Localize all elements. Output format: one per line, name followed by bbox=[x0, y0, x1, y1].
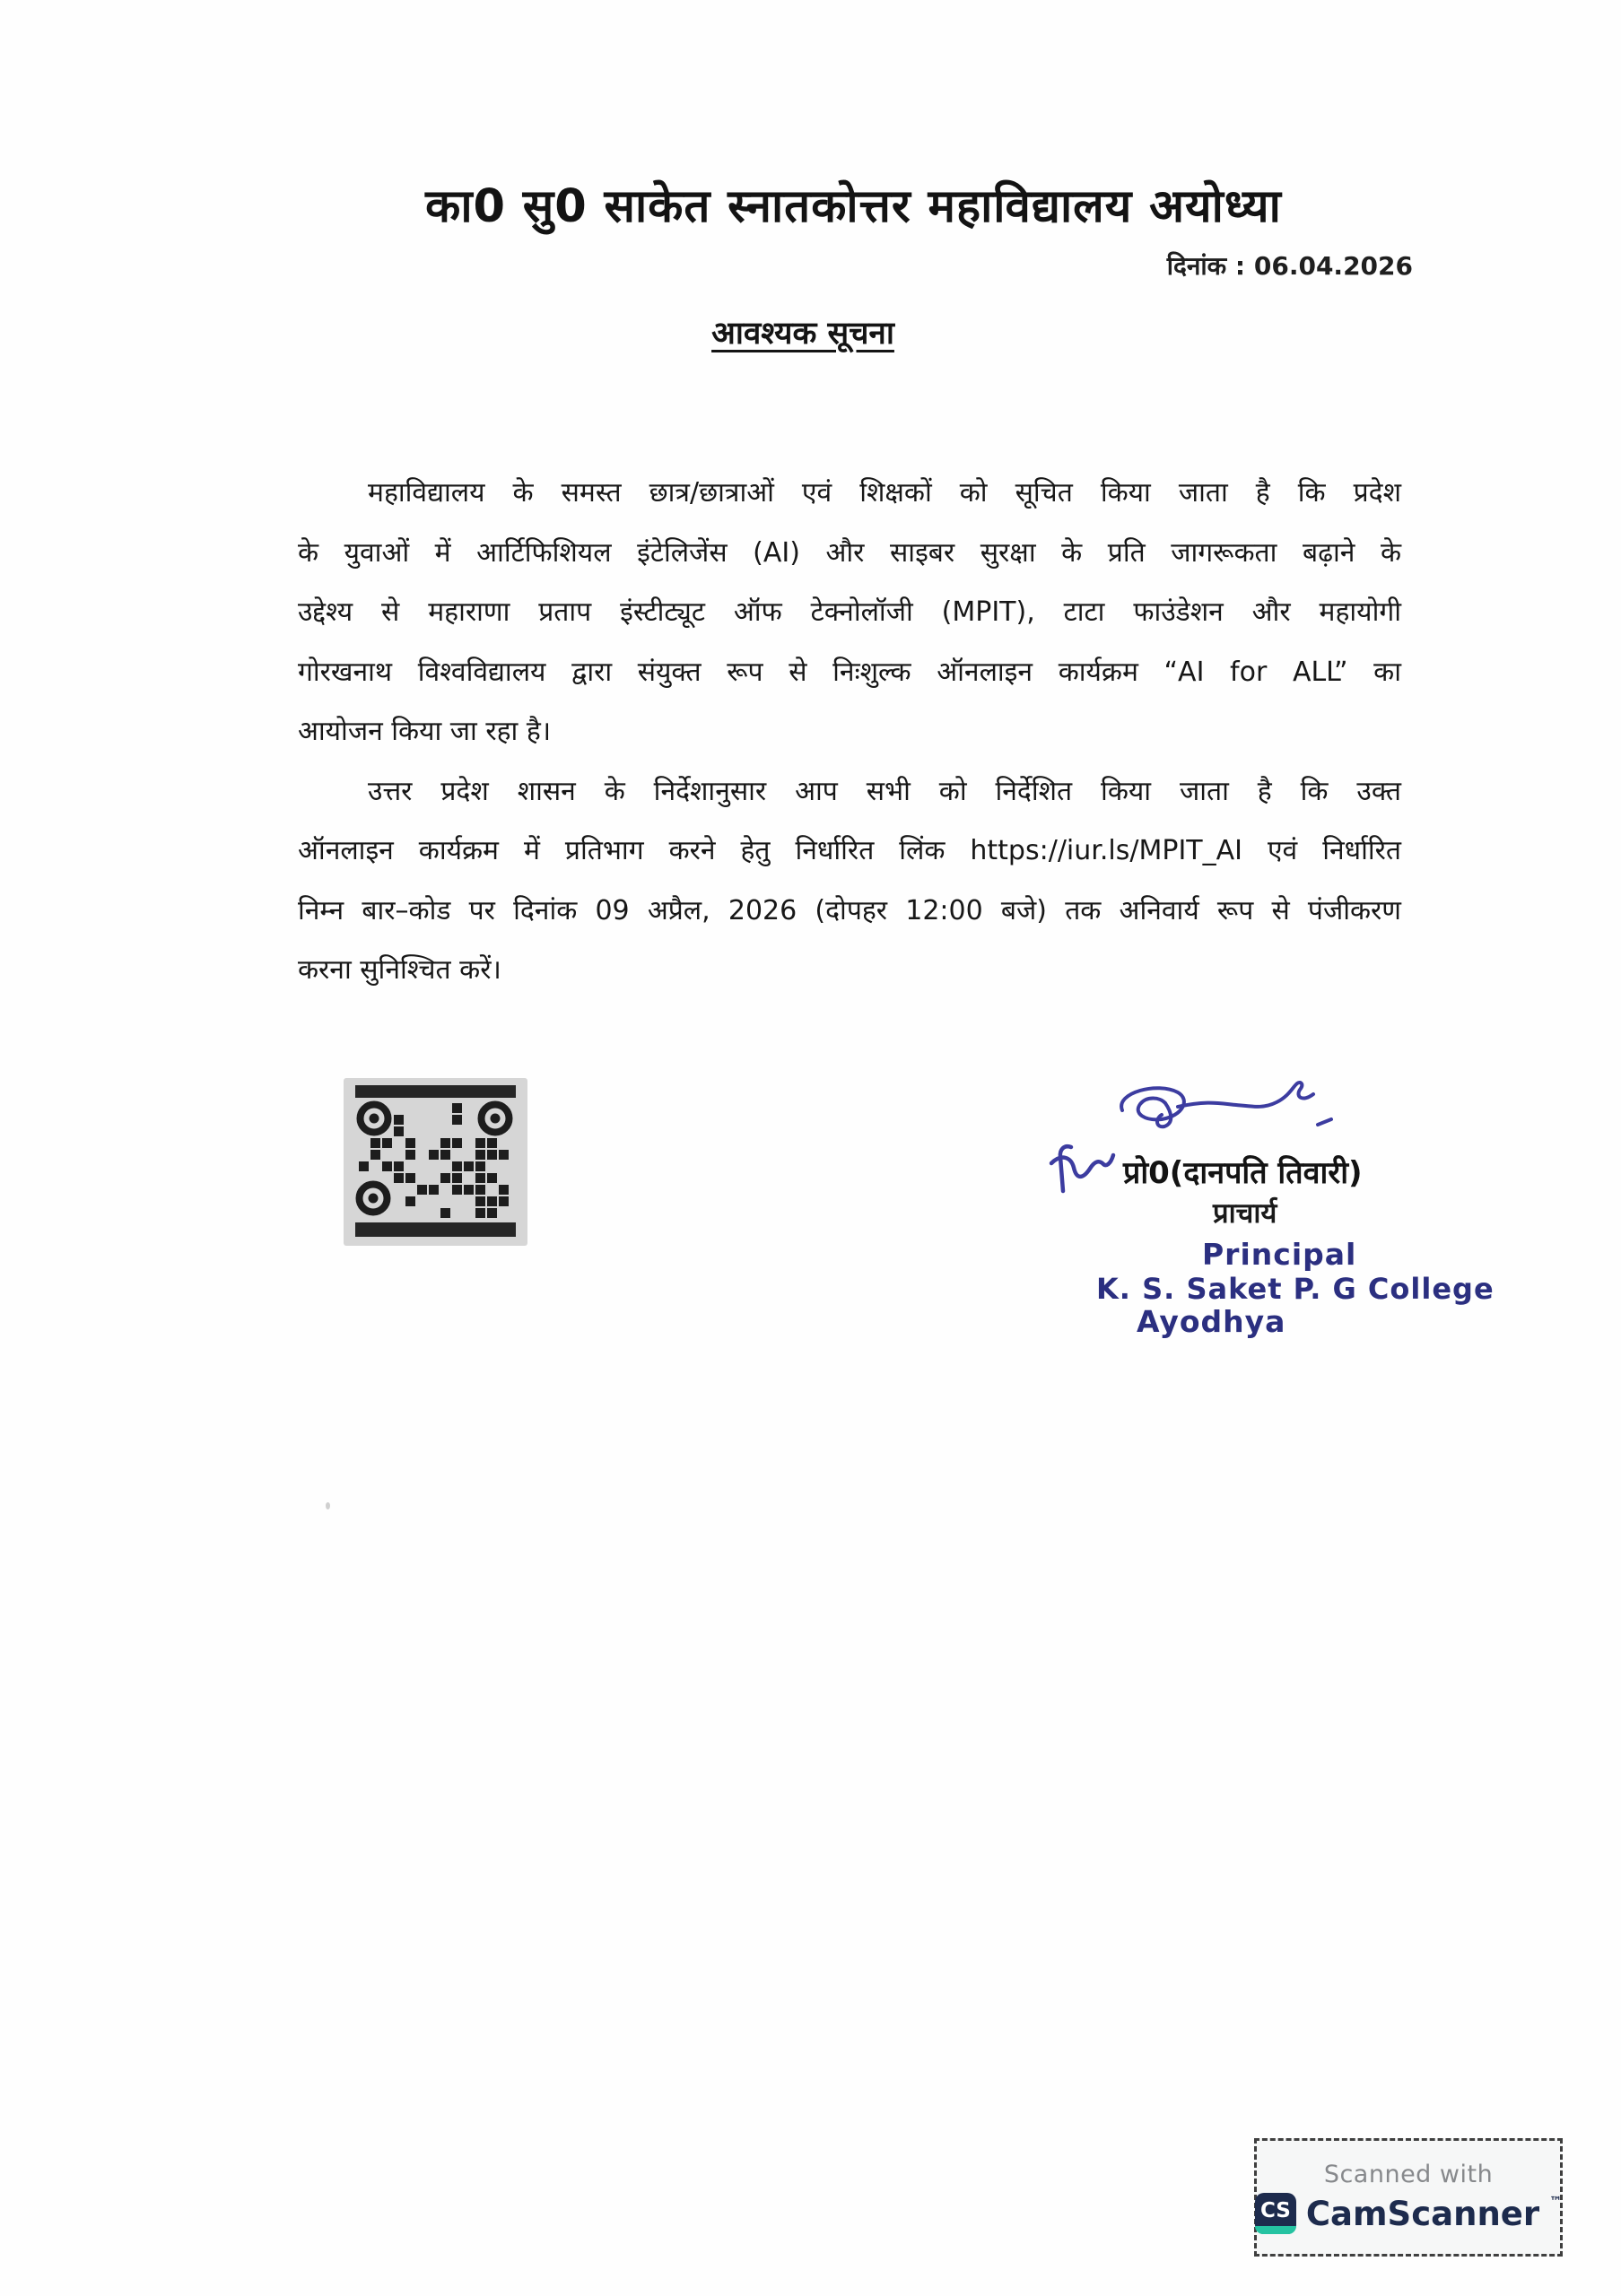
date-line: दिनांक : 06.04.2026 bbox=[1166, 251, 1413, 281]
page-title: का0 सु0 साकेत स्नातकोत्तर महाविद्यालय अयोध्या bbox=[425, 180, 1282, 234]
notice-line: निम्न बार–कोड पर दिनांक 09 अप्रैल, 2026 (दोपहर 12:00 बजे) तक अनिवार्य रूप से पंजीकरण bbox=[298, 894, 1401, 926]
signatory-name: प्रो0(दानपति तिवारी) bbox=[1123, 1155, 1363, 1191]
signatory-designation: प्राचार्य bbox=[1213, 1197, 1277, 1230]
camscanner-app-name: CamScanner bbox=[1305, 2194, 1540, 2233]
cs-icon-text: CS bbox=[1259, 2198, 1291, 2222]
notice-line: गोरखनाथ विश्वविद्यालय द्वारा संयुक्त रूप से निःशुल्क ऑनलाइन कार्यक्रम “AI for ALL” का bbox=[298, 656, 1401, 688]
notice-body bbox=[298, 464, 1401, 1001]
qr-code bbox=[344, 1078, 527, 1246]
notice-line: ऑनलाइन कार्यक्रम में प्रतिभाग करने हेतु निर्धारित लिंक https://iur.ls/MPIT_AI एवं निर्धारित bbox=[298, 835, 1401, 866]
stamp-line-principal: Principal bbox=[1202, 1237, 1357, 1272]
stamp-line-city: Ayodhya bbox=[1137, 1304, 1286, 1339]
handwritten-signature bbox=[1106, 1074, 1339, 1146]
camscanner-watermark bbox=[1254, 2138, 1563, 2257]
notice-line: के युवाओं में आर्टिफिशियल इंटेलिजेंस (AI) और साइबर सुरक्षा के प्रति जागरूकता बढ़ाने के bbox=[298, 536, 1401, 569]
notice-line: करना सुनिश्चित करें। bbox=[298, 954, 501, 986]
notice-heading bbox=[0, 311, 1606, 353]
notice-line: आयोजन किया जा रहा है। bbox=[298, 716, 552, 747]
notice-line: उत्तर प्रदेश शासन के निर्देशानुसार आप सभी को निर्देशित किया जाता है कि उक्त bbox=[368, 775, 1401, 807]
notice-heading-text: आवश्यक सूचना bbox=[711, 316, 894, 352]
trademark-symbol: ™ bbox=[1549, 2195, 1563, 2209]
scan-artifact-dot bbox=[326, 1502, 330, 1509]
scanned-with-label: Scanned with bbox=[1323, 2161, 1494, 2188]
camscanner-logo-row bbox=[1255, 2193, 1562, 2234]
stamp-line-college: K. S. Saket P. G College bbox=[1096, 1272, 1495, 1306]
camscanner-cs-icon bbox=[1255, 2193, 1296, 2234]
signature-flourish bbox=[1043, 1141, 1119, 1196]
notice-line: महाविद्यालय के समस्त छात्र/छात्राओं एवं शिक्षकों को सूचित किया जाता है कि प्रदेश bbox=[368, 477, 1401, 509]
notice-line: उद्देश्य से महाराणा प्रताप इंस्टीट्यूट ऑफ टेक्नोलॉजी (MPIT), टाटा फाउंडेशन और महायोगी bbox=[298, 596, 1401, 628]
